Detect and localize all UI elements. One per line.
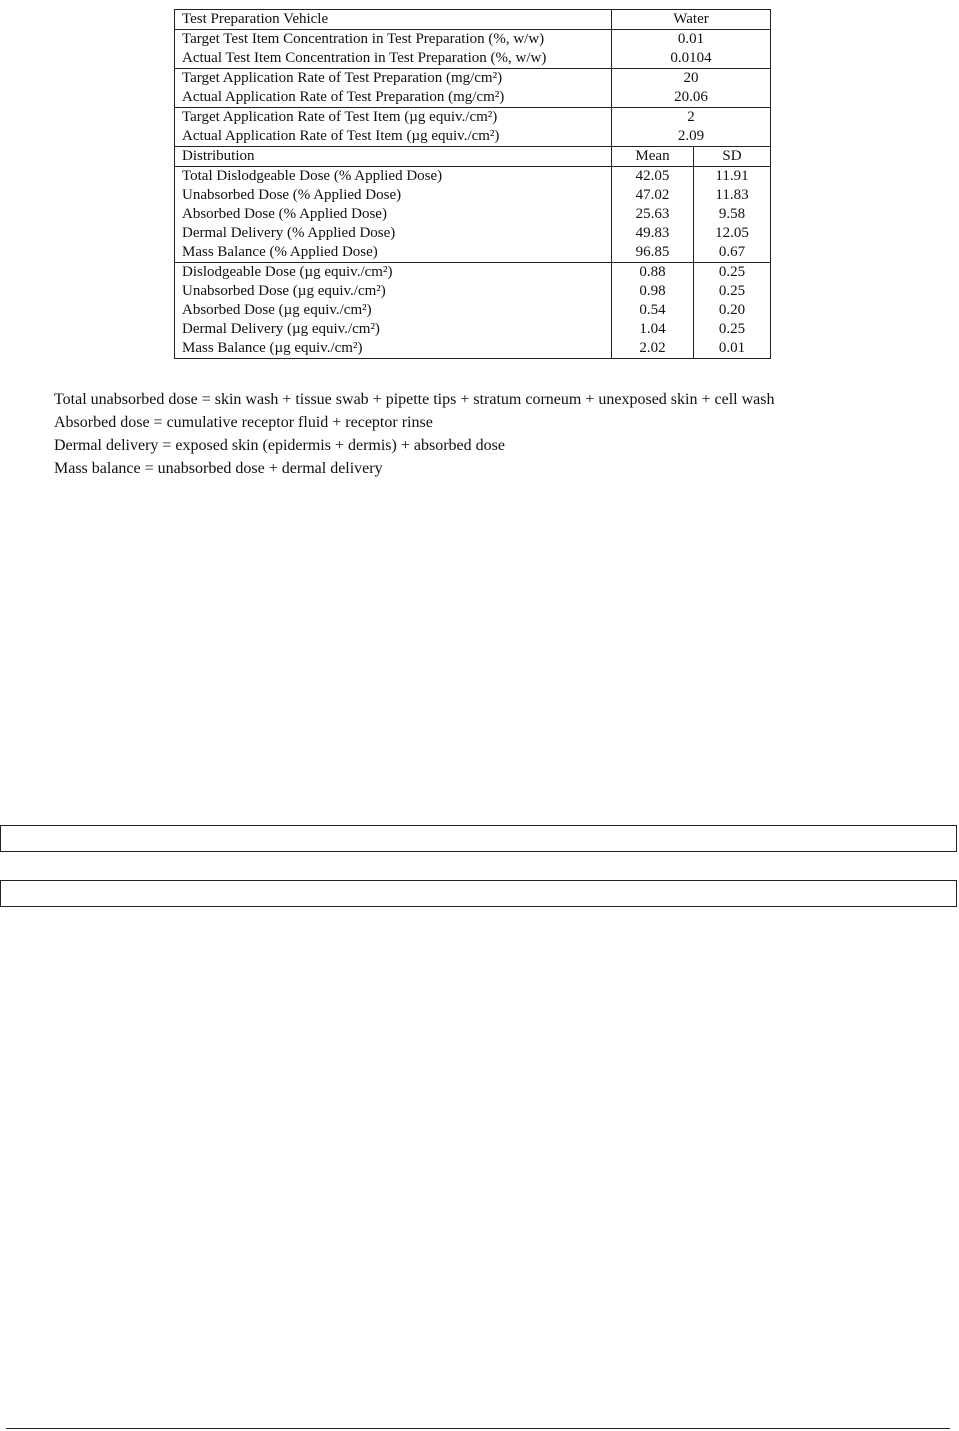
target-prep-rate-value: 20 xyxy=(683,70,699,86)
table-footnotes xyxy=(54,388,774,480)
table-row xyxy=(175,186,771,205)
row-label: Absorbed Dose (µg equiv./cm²) xyxy=(175,301,612,320)
empty-box-lower xyxy=(0,880,957,907)
table-row xyxy=(175,205,771,224)
row-sd: 11.91 xyxy=(715,168,749,184)
actual-prep-rate-value: 20.06 xyxy=(674,89,708,105)
row-sd: 0.25 xyxy=(718,283,746,299)
empty-box-upper xyxy=(0,825,957,852)
target-item-rate-value: 2 xyxy=(687,109,695,125)
note-dermal: Dermal delivery = exposed skin (epidermis + dermis) + absorbed dose xyxy=(54,437,505,454)
row-sd: 0.67 xyxy=(718,244,746,260)
table-row xyxy=(175,243,771,263)
concentration-row xyxy=(175,30,771,69)
actual-concentration-label: Actual Test Item Concentration in Test Preparation (%, w/w) xyxy=(182,50,547,66)
row-mean: 0.98 xyxy=(612,282,694,301)
mean-header: Mean xyxy=(612,147,694,167)
row-sd: 0.20 xyxy=(718,302,746,318)
row-mean: 0.88 xyxy=(612,263,694,283)
item-rate-row xyxy=(175,108,771,147)
row-mean: 0.54 xyxy=(612,301,694,320)
row-label: Dislodgeable Dose (µg equiv./cm²) xyxy=(175,263,612,283)
note-unabsorbed: Total unabsorbed dose = skin wash + tissue swab + pipette tips + stratum corneum + unexposed skin + cell wash xyxy=(54,391,775,408)
row-mean: 42.05 xyxy=(612,167,694,187)
row-sd: 11.83 xyxy=(715,187,749,203)
actual-concentration-value: 0.0104 xyxy=(670,50,712,66)
row-mean: 49.83 xyxy=(612,224,694,243)
row-label: Dermal Delivery (µg equiv./cm²) xyxy=(175,320,612,339)
note-mass-balance: Mass balance = unabsorbed dose + dermal delivery xyxy=(54,460,383,477)
target-concentration-label: Target Test Item Concentration in Test Preparation (%, w/w) xyxy=(182,31,545,47)
actual-prep-rate-label: Actual Application Rate of Test Preparation (mg/cm²) xyxy=(182,89,505,105)
vehicle-row xyxy=(175,10,771,30)
note-absorbed: Absorbed dose = cumulative receptor fluid + receptor rinse xyxy=(54,414,433,431)
row-sd: 0.01 xyxy=(718,340,746,356)
row-mean: 1.04 xyxy=(612,320,694,339)
row-sd: 0.25 xyxy=(718,321,746,337)
sd-header: SD xyxy=(694,147,771,167)
distribution-header-row xyxy=(175,147,771,167)
table-row xyxy=(175,339,771,359)
row-sd: 12.05 xyxy=(715,225,749,241)
actual-item-rate-value: 2.09 xyxy=(677,128,705,144)
row-mean: 25.63 xyxy=(612,205,694,224)
actual-item-rate-label: Actual Application Rate of Test Item (µg equiv./cm²) xyxy=(182,128,500,144)
target-item-rate-label: Target Application Rate of Test Item (µg equiv./cm²) xyxy=(182,109,498,125)
row-mean: 96.85 xyxy=(612,243,694,263)
table-row xyxy=(175,224,771,243)
vehicle-label: Test Preparation Vehicle xyxy=(175,10,612,30)
prep-rate-row xyxy=(175,69,771,108)
target-prep-rate-label: Target Application Rate of Test Preparation (mg/cm²) xyxy=(182,70,503,86)
row-sd: 9.58 xyxy=(718,206,746,222)
dermal-absorption-table xyxy=(174,9,771,359)
row-label: Unabsorbed Dose (% Applied Dose) xyxy=(175,186,612,205)
row-label: Mass Balance (% Applied Dose) xyxy=(175,243,612,263)
table-row xyxy=(175,263,771,283)
row-sd: 0.25 xyxy=(694,263,771,283)
row-label: Total Dislodgeable Dose (% Applied Dose) xyxy=(175,167,612,187)
table-row xyxy=(175,167,771,187)
target-concentration-value: 0.01 xyxy=(677,31,705,47)
footer-divider xyxy=(6,1428,950,1429)
distribution-label: Distribution xyxy=(175,147,612,167)
vehicle-value: Water xyxy=(673,11,709,27)
table-row xyxy=(175,301,771,320)
row-label: Mass Balance (µg equiv./cm²) xyxy=(175,339,612,359)
row-mean: 47.02 xyxy=(612,186,694,205)
row-label: Absorbed Dose (% Applied Dose) xyxy=(175,205,612,224)
table-row xyxy=(175,320,771,339)
row-label: Unabsorbed Dose (µg equiv./cm²) xyxy=(175,282,612,301)
table-row xyxy=(175,282,771,301)
row-label: Dermal Delivery (% Applied Dose) xyxy=(175,224,612,243)
row-mean: 2.02 xyxy=(612,339,694,359)
